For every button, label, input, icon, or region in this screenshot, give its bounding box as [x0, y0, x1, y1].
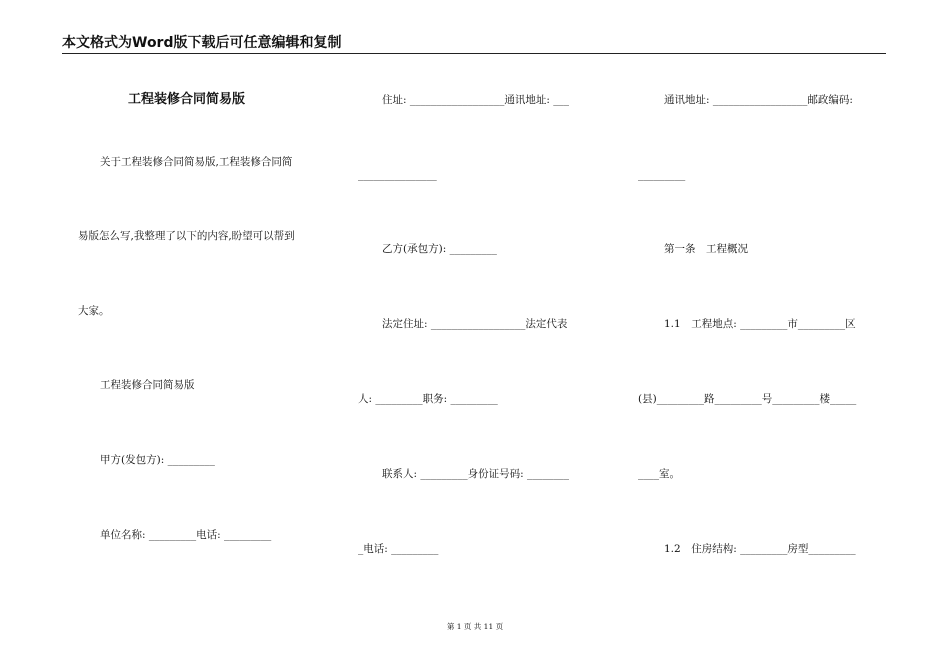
company-name-line: 单位名称: _________电话: _________	[100, 529, 272, 541]
project-location-line: 1.1 工程地点: _________市_________区	[664, 318, 856, 330]
text-column-3	[638, 0, 896, 672]
address-continuation-line: _______________	[358, 169, 437, 181]
room-line: ____室。	[638, 468, 680, 480]
location-detail-line: (县)_________路_________号_________楼_____	[638, 393, 857, 405]
page-number: 第 1 页 共 11 页	[446, 622, 504, 631]
subtitle-line: 工程装修合同简易版	[100, 379, 195, 391]
party-b-line: 乙方(承包方): _________	[382, 243, 497, 255]
address-line: 住址: __________________通讯地址: ___	[382, 94, 570, 106]
document-title: 工程装修合同简易版	[128, 92, 246, 107]
paragraph-line: 关于工程装修合同简易版,工程装修合同简	[100, 156, 293, 168]
text-column-2	[358, 0, 616, 672]
postal-code-continuation-line: _________	[638, 169, 686, 181]
paragraph-line: 大家。	[78, 305, 110, 317]
mailing-address-line: 通讯地址: __________________邮政编码:	[664, 94, 853, 106]
text-column-1	[78, 0, 336, 672]
contact-line: 联系人: _________身份证号码: ________	[382, 468, 570, 480]
representative-line: 人: _________职务: _________	[358, 393, 498, 405]
party-a-line: 甲方(发包方): _________	[100, 454, 215, 466]
legal-address-line: 法定住址: __________________法定代表	[382, 318, 568, 330]
document-header: 本文格式为Word版下载后可任意编辑和复制	[62, 35, 342, 51]
article-heading: 第一条 工程概况	[664, 243, 748, 255]
phone-line: _电话: _________	[358, 543, 439, 555]
paragraph-line: 易版怎么写,我整理了以下的内容,盼望可以帮到	[78, 230, 295, 242]
housing-structure-line: 1.2 住房结构: _________房型_________	[664, 543, 856, 555]
